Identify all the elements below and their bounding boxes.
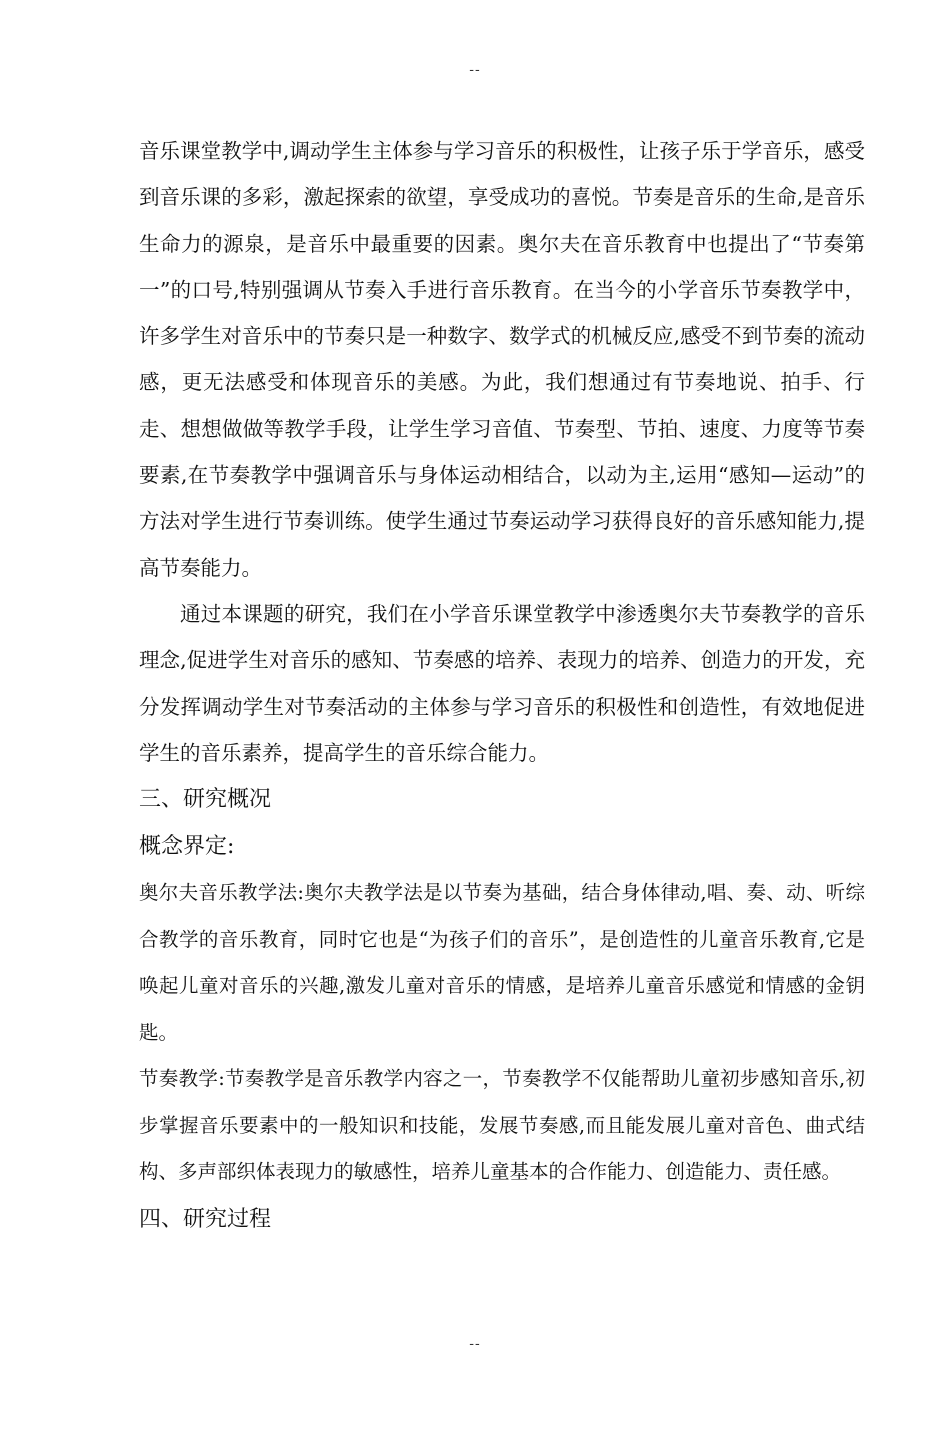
- definition-orff-method: 奥尔夫音乐教学法:奥尔夫教学法是以节奏为基础，结合身体律动,唱、奏、动、听综合教学的音乐教育，同时它也是“为孩子们的音乐”，是创造性的儿童音乐教育,它是唤起儿童对音乐的兴趣,激发儿童对音乐的情感，是培养儿童音乐感觉和情感的金钥匙。: [139, 881, 865, 1044]
- section-heading-research-overview: 三、研究概况: [139, 787, 272, 813]
- paragraph-intro: 音乐课堂教学中,调动学生主体参与学习音乐的积极性，让孩子乐于学音乐，感受到音乐课的多彩，激起探索的欲望，享受成功的喜悦。节奏是音乐的生命,是音乐生命力的源泉，是音乐中最重要的因素。奥尔夫在音乐教育中也提出了“节奏第一”的口号,特别强调从节奏入手进行音乐教育。在当今的小学音乐节奏教学中，许多学生对音乐中的节奏只是一种数字、数学式的机械反应,感受不到节奏的流动感，更无法感受和体现音乐的美感。为此，我们想通过有节奏地说、拍手、行走、想想做做等教学手段，让学生学习音值、节奏型、节拍、速度、力度等节奏要素,在节奏教学中强调音乐与身体运动相结合，以动为主,运用“感知—运动”的方法对学生进行节奏训练。使学生通过节奏运动学习获得良好的音乐感知能力,提高节奏能力。: [139, 139, 865, 580]
- section-heading-research-process: 四、研究过程: [139, 1206, 272, 1232]
- definition-rhythm-teaching: 节奏教学:节奏教学是音乐教学内容之一，节奏教学不仅能帮助儿童初步感知音乐,初步掌握音乐要素中的一般知识和技能，发展节奏感,而且能发展儿童对音色、曲式结构、多声部织体表现力的敏感性，培养儿童基本的合作能力、创造能力、责任感。: [139, 1067, 865, 1184]
- paragraph-research-goal: 通过本课题的研究，我们在小学音乐课堂教学中渗透奥尔夫节奏教学的音乐理念,促进学生对音乐的感知、节奏感的培养、表现力的培养、创造力的开发，充分发挥调动学生对节奏活动的主体参与学习音乐的积极性和创造性，有效地促进学生的音乐素养，提高学生的音乐综合能力。: [139, 601, 865, 765]
- subheading-concept-definition: 概念界定:: [139, 834, 235, 860]
- page-footer-mark: --: [469, 1336, 481, 1352]
- page-header-mark: --: [469, 62, 481, 78]
- document-body: [139, 128, 865, 1243]
